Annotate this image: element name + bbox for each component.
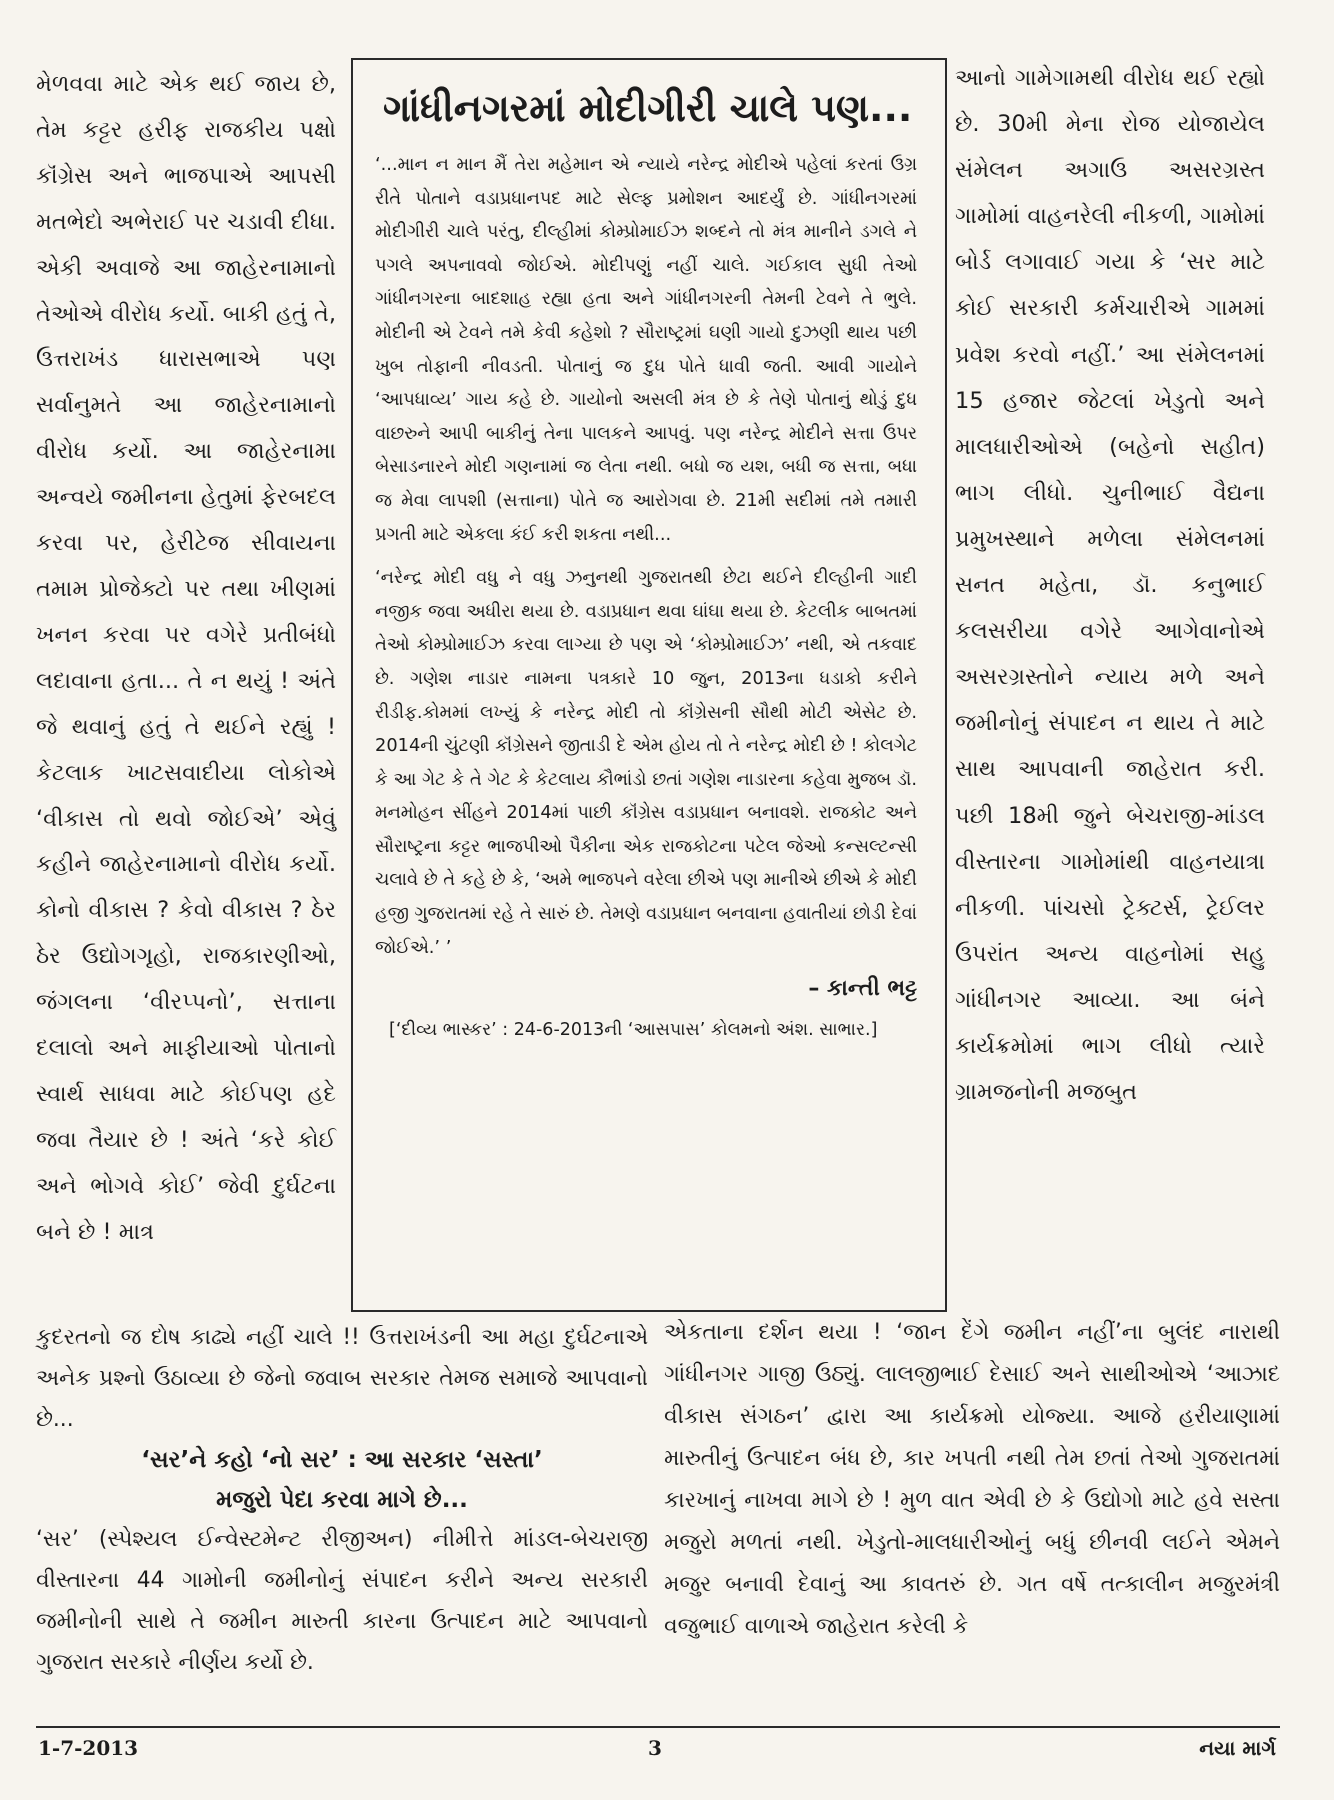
footer-page-number: 3 xyxy=(648,1736,662,1760)
bottom-left-paragraph: ‘સર’ (સ્પેશ્યલ ઈન્વેસ્ટમેન્ટ રીજીઅન) નીમીત્તે માંડલ-બેચરાજી વીસ્તારના 44 ગામોની જમીનોનું સંપાદન કરીને અન્ય સરકારી જમીનોની સાથે તે જમીન મારુતી કારના ઉત્પાદન માટે આપવાનો ગુજરાત સરકારે નીર્ણય કર્યો છે. xyxy=(36,1527,648,1675)
left-column xyxy=(36,62,336,1256)
left-column-text: મેળવવા માટે એક થઈ જાય છે, તેમ કટ્ટર હરીફ રાજકીય પક્ષો કૉંગ્રેસ અને ભાજપાએ આપસી મતભેદો અભેરાઈ પર ચડાવી દીધા. એકી અવાજે આ જાહેરનામાનો તેઓએ વીરોધ કર્યો. બાકી હતું તે, ઉત્તરાખંડ ધારાસભાએ પણ સર્વાનુમતે આ જાહેરનામાનો વીરોધ કર્યો. આ જાહેરનામા અન્વયે જમીનના હેતુમાં ફેરબદલ કરવા પર, હેરીટેજ સીવાયના તમામ પ્રોજેક્ટો પર તથા ખીણમાં ખનન કરવા પર વગેરે પ્રતીબંધો લદાવાના હતા... તે ન થયું ! અંતે જે થવાનું હતું તે થઈને રહ્યું ! કેટલાક ખાટસવાદીયા લોકોએ ‘વીકાસ તો થવો જોઈએ’ એવું કહીને જાહેરનામાનો વીરોધ કર્યો. કોનો વીકાસ ? કેવો વીકાસ ? ઠેર ઠેર ઉદ્યોગગૃહો, રાજકારણીઓ, જંગલના ‘વીરપ્પનો’, સત્તાના દલાલો અને માફીયાઓ પોતાનો સ્વાર્થ સાધવા માટે કોઈપણ હદે જવા તૈયાર છે ! અંતે ‘કરે કોઈ અને ભોગવે કોઈ’ જેવી દુર્ઘટના બને છે ! માત્ર xyxy=(36,71,336,1245)
box-paragraph-1: ‘...માન ન માન મૈં તેરા મહેમાન એ ન્યાયે નરેન્દ્ર મોદીએ પહેલાં કરતાં ઉગ્ર રીતે પોતાને વડાપ્રધાનપદ માટે સેલ્ફ પ્રમોશન આદર્યું છે. ગાંધીનગરમાં મોદીગીરી ચાલે પરંતુ, દીલ્હીમાં કોમ્પ્રોમાઈઝ શબ્દને તો મંત્ર માનીને ડગલે ને પગલે અપનાવવો જોઈએ. મોદીપણું નહીં ચાલે. ગઈકાલ સુધી તેઓ ગાંધીનગરના બાદશાહ રહ્યા હતા અને ગાંધીનગરની તેમની ટેવને તે ભુલે. મોદીની એ ટેવને તમે કેવી કહેશો ? સૌરાષ્ટ્રમાં ઘણી ગાયો દુઝણી થાય પછી ખુબ તોફાની નીવડતી. પોતાનું જ દુધ પોતે ધાવી જતી. આવી ગાયોને ‘આપધાવ્ય’ ગાય કહે છે. ગાયોનો અસલી મંત્ર છે કે તેણે પોતાનું થોડું દુધ વાછરુને આપી બાકીનું તેના પાલકને આપવું. પણ નરેન્દ્ર મોદીને સત્તા ઉપર બેસાડનારને મોદી ગણનામાં જ લેતા નથી. બધો જ યશ, બધી જ સત્તા, બધા જ મેવા લાપશી (સત્તાના) પોતે જ આરોગવા છે. 21મી સદીમાં તમે તમારી પ્રગતી માટે એકલા કંઈ કરી શકતા નથી... xyxy=(375,154,917,545)
box-body xyxy=(375,148,917,1047)
box-byline: – કાન્તી ભટ્ટ xyxy=(808,976,917,1002)
footer-publication-name: નયા માર્ગ xyxy=(1199,1736,1276,1760)
boxed-article xyxy=(351,58,947,1312)
right-column xyxy=(955,55,1265,1115)
footer-date: 1-7-2013 xyxy=(38,1736,139,1760)
section-subhead-line-2: મજુરો પેદા કરવા માગે છે... xyxy=(216,1487,468,1514)
right-column-text: આનો ગામેગામથી વીરોધ થઈ રહ્યો છે. 30મી મેના રોજ યોજાયેલ સંમેલન અગાઉ અસરગ્રસ્ત ગામોમાં વાહનરેલી નીકળી, ગામોમાં બોર્ડ લગાવાઈ ગયા કે ‘સર માટે કોઈ સરકારી કર્મચારીએ ગામમાં પ્રવેશ કરવો નહીં.’ આ સંમેલનમાં 15 હજાર જેટલાં ખેડુતો અને માલધારીઓએ (બહેનો સહીત) ભાગ લીધો. ચુનીભાઈ વૈદ્યના પ્રમુખસ્થાને મળેલા સંમેલનમાં સનત મહેતા, ડૉ. કનુભાઈ કલસરીયા વગેરે આગેવાનોએ અસરગ્રસ્તોને ન્યાય મળે અને જમીનોનું સંપાદન ન થાય તે માટે સાથ આપવાની જાહેરાત કરી. પછી 18મી જુને બેચરાજી-માંડલ વીસ્તારના ગામોમાંથી વાહનયાત્રા નીકળી. પાંચસો ટ્રેક્ટર્સ, ટ્રેઈલર ઉપરાંત અન્ય વાહનોમાં સહુ ગાંધીનગર આવ્યા. આ બંને કાર્યક્રમોમાં ભાગ લીધો ત્યારે ગ્રામજનોની મજબુત xyxy=(955,65,1265,1106)
box-title: ગાંધીનગરમાં મોદીગીરી ચાલે પણ... xyxy=(383,86,913,130)
bottom-right-block xyxy=(664,1312,1280,1648)
box-paragraph-2: ‘નરેન્દ્ર મોદી વધુ ને વધુ ઝનુનથી ગુજરાતથી છેટા થઈને દીલ્હીની ગાદી નજીક જવા અધીરા થયા છે. વડાપ્રધાન થવા ઘાંઘા થયા છે. કેટલીક બાબતમાં તેઓ કોમ્પ્રોમાઈઝ કરવા લાગ્યા છે પણ એ ‘કોમ્પ્રોમાઈઝ’ નથી, એ તકવાદ છે. ગણેશ નાડાર નામના પત્રકારે 10 જુન, 2013ના ધડાકો કરીને રીડીફ.કોમમાં લખ્યું કે નરેન્દ્ર મોદી તો કૉંગ્રેસની સૌથી મોટી એસેટ છે. 2014ની ચુંટણી કૉંગ્રેસને જીતાડી દે એમ હોય તો તે નરેન્દ્ર મોદી છે ! કોલગેટ કે આ ગેટ કે તે ગેટ કે કેટલાય કૌભાંડો છતાં ગણેશ નાડારના કહેવા મુજબ ડૉ. મનમોહન સીંહને 2014માં પાછી કૉંગ્રેસ વડાપ્રધાન બનાવશે. રાજકોટ અને સૌરાષ્ટ્રના કટ્ટર ભાજપીઓ પૈકીના એક રાજકોટના પટેલ જેઓ કન્સલ્ટન્સી ચલાવે છે તે કહે છે કે, ‘અમે ભાજપને વરેલા છીએ પણ માનીએ છીએ કે મોદી હજી ગુજરાતમાં રહે તે સારું છે. તેમણે વડાપ્રધાન બનવાના હવાતીયાં છોડી દેવાં જોઈએ.’ ’ xyxy=(375,567,917,958)
bottom-left-block xyxy=(36,1318,648,1684)
box-source-note: [‘દીવ્ય ભાસ્કર’ : 24-6-2013ની ‘આસપાસ’ કોલમનો અંશ. સાભાર.] xyxy=(389,1019,878,1040)
bottom-left-continuation: કુદરતનો જ દોષ કાઢ્યે નહીં ચાલે !! ઉત્તરાખંડની આ મહા દુર્ઘટનાએ અનેક પ્રશ્નો ઉઠાવ્યા છે જેનો જવાબ સરકાર તેમજ સમાજે આપવાનો છે... xyxy=(36,1325,648,1432)
footer-divider xyxy=(36,1726,1280,1728)
bottom-right-text: એકતાના દર્શન થયા ! ‘જાન દેંગે જમીન નહીં’ના બુલંદ નારાથી ગાંધીનગર ગાજી ઉઠ્યું. લાલજીભાઈ દેસાઈ અને સાથીઓએ ‘આઝાદ વીકાસ સંગઠન’ દ્વારા આ કાર્યક્રમો યોજ્યા. આજે હરીયાણામાં મારુતીનું ઉત્પાદન બંધ છે, કાર ખપતી નથી તેમ છતાં તેઓ ગુજરાતમાં કારખાનું નાખવા માગે છે ! મુળ વાત એવી છે કે ઉદ્યોગો માટે હવે સસ્તા મજુરો મળતાં નથી. ખેડુતો-માલધારીઓનું બધું છીનવી લઈને એમને મજુર બનાવી દેવાનું આ કાવતરું છે. ગત વર્ષે તત્કાલીન મજુરમંત્રી વજુભાઈ વાળાએ જાહેરાત કરેલી કે xyxy=(664,1320,1280,1639)
section-subhead-line-1: ‘સર’ને કહો ‘નો સર’ : આ સરકાર ‘સસ્તા’ xyxy=(141,1447,543,1474)
